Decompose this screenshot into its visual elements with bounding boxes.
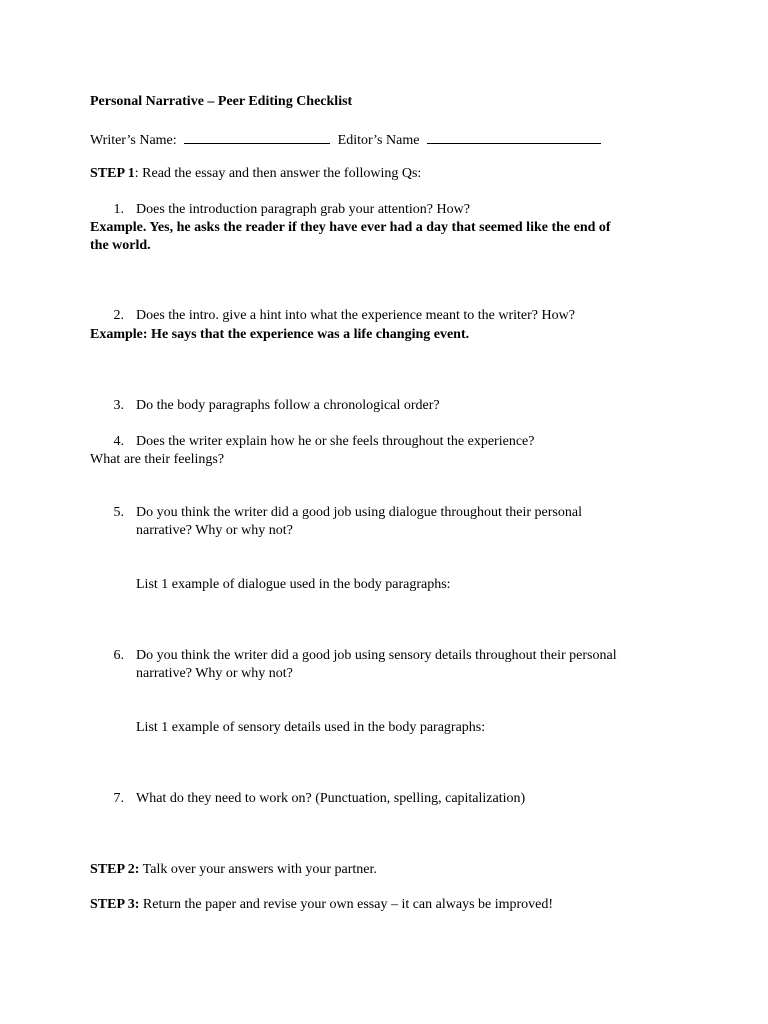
- question-5-line-1: Do you think the writer did a good job using dialogue throughout their personal: [136, 505, 582, 520]
- step-1-text: : Read the essay and then answer the following Qs:: [134, 166, 422, 181]
- question-1-example-line-1: Example. Yes, he asks the reader if they have ever had a day that seemed like the end of: [90, 220, 611, 235]
- question-6-line-1: Do you think the writer did a good job using sensory details throughout their personal: [136, 648, 617, 663]
- question-1-text: Does the introduction paragraph grab your attention? How?: [136, 202, 470, 217]
- question-5-sub-prompt: List 1 example of dialogue used in the body paragraphs:: [136, 577, 451, 592]
- editor-name-blank[interactable]: [427, 129, 601, 144]
- question-4-number: 4.: [113, 434, 124, 449]
- writer-name-label: Writer’s Name:: [90, 133, 177, 148]
- document-title: Personal Narrative – Peer Editing Checklist: [90, 94, 353, 109]
- step-3: [90, 896, 553, 914]
- step-3-text: Return the paper and revise your own essay – it can always be improved!: [139, 897, 554, 912]
- step-2-text: Talk over your answers with your partner.: [139, 862, 377, 877]
- step-2-label: STEP 2:: [90, 862, 140, 877]
- step-3-label: STEP 3:: [90, 897, 140, 912]
- step-2: [90, 861, 377, 879]
- question-7-number: 7.: [113, 791, 124, 806]
- step-1-label: STEP 1: [90, 166, 135, 181]
- question-2-text: Does the intro. give a hint into what the experience meant to the writer? How?: [136, 308, 575, 323]
- writer-name-blank[interactable]: [184, 129, 330, 144]
- names-line: [90, 129, 601, 150]
- question-5-number: 5.: [113, 505, 124, 520]
- question-6-number: 6.: [113, 648, 124, 663]
- question-6-line-2: narrative? Why or why not?: [136, 666, 293, 681]
- question-4-continuation: What are their feelings?: [90, 452, 225, 467]
- question-2-number: 2.: [113, 308, 124, 323]
- question-3-number: 3.: [113, 398, 124, 413]
- question-6-sub-prompt: List 1 example of sensory details used in the body paragraphs:: [136, 720, 486, 735]
- step-1: [90, 165, 421, 183]
- editor-name-label: Editor’s Name: [337, 133, 420, 148]
- question-1-example-line-2: the world.: [90, 238, 151, 253]
- question-1-number: 1.: [113, 202, 124, 217]
- question-7-text: What do they need to work on? (Punctuation, spelling, capitalization): [136, 791, 526, 806]
- question-2-example: Example: He says that the experience was a life changing event.: [90, 327, 470, 342]
- question-5-line-2: narrative? Why or why not?: [136, 523, 293, 538]
- question-4-text: Does the writer explain how he or she feels throughout the experience?: [136, 434, 535, 449]
- question-3-text: Do the body paragraphs follow a chronological order?: [136, 398, 440, 413]
